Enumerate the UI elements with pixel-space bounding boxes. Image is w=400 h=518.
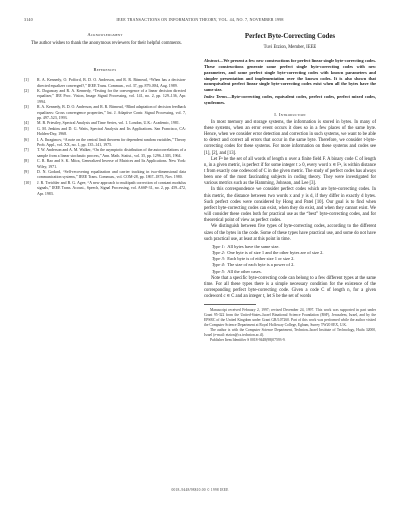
reference-item [24, 180, 186, 196]
reference-number: [10] [24, 179, 31, 185]
footnote-manuscript: Manuscript received February 2, 1997; revised December 24, 1997. This work was supported in part under Grant 95-322 from the United-States–Israel Binational Science Foundation (BSF), Jerusalem, Israel, and by the EPSRC of the United Kingdom under Grant GR/L07260. Part of this work was performed while the author visited the Computer Science Department at Royal Holloway College, Egham, Surrey TW20 0EX, U.K. [204, 307, 376, 327]
code-type-label: Type 3: [212, 256, 226, 262]
reference-number: [8] [24, 158, 29, 164]
index-terms [204, 94, 376, 106]
reference-text: C. R. Rao and S. K. Mitra, Generalized Inverse of Matrices and Its Applications. New York: Wiley, 1971. [37, 158, 186, 169]
paragraph: We distinguish between five types of byte-correcting codes, according to the different sizes of the bytes in the code. Some of these types have practical use, and some do not have such practical use, at least at this point in time. [204, 224, 376, 242]
code-type-text: The size of each byte is a power of 2. [227, 262, 295, 268]
paragraph: Let Fⁿ be the set of all words of length n over a finite field F. A binary code C of length n, in a given metric, is perfect if for some integer t ≥ 0, every word x ∈ Fⁿ, is within distance t from exactly one codeword of C in the given metric. The study of perfect codes has always been one of the most fascinating subjects in coding theory. They were investigated for various metrics such as the Hamming, Johnson, and Lee [3]. [204, 156, 377, 187]
page-number: 3140 [24, 17, 33, 22]
reference-number: [7] [24, 147, 29, 153]
abstract [204, 58, 376, 93]
reference-item [24, 104, 186, 120]
reference-item [24, 169, 186, 180]
reference-list [24, 77, 186, 196]
paragraph: Note that a specific byte-correcting code can belong to a few different types at the same time. For all these types there is a simple necessary condition for the existence of the corresponding perfect byte-correcting code. Given a code C of length n, for a given codeword c ∈ C and an integer t, let S be the set of words [204, 275, 376, 300]
introduction-heading: I. Introduction [274, 111, 306, 117]
reference-text: I. A. Ibragimov, “A note on the central limit theorem for dependent random variables,” Theory Prob. Appl., vol. XX, no. 1, pp. 135–141, 1975. [37, 136, 186, 148]
left-column [24, 32, 186, 343]
reference-item [24, 88, 186, 104]
journal-line: IEEE TRANSACTIONS ON INFORMATION THEORY, VOL. 44, NO. 7, NOVEMBER 1998 [116, 17, 284, 22]
index-terms-label: Index Terms— [204, 94, 232, 100]
acknowledgment-heading: Acknowledgment [87, 32, 123, 37]
reference-number: [4] [24, 120, 29, 126]
acknowledgment-section [24, 32, 186, 47]
reference-number: [2] [24, 87, 29, 93]
reference-text: J. R. Treichler and B. G. Agee, “A new approach to multipath correction of constant modulus signals,” IEEE Trans. Acoust., Speech, Signal Processing, vol. ASSP-31, no. 2, pp. 459–472, Apr. 1983. [37, 179, 186, 196]
paragraph: In this correspondence we consider perfect codes which are byte-correcting codes. In this metric, the distance between two words x and y is d, if they differ in exactly d bytes. Such perfect codes were considered by Hong and Patel [10]. Our goal is to find when perfect byte-correcting codes can exist, when they do exist, and when they cannot exist. We will consider these codes both for practical use as the “best” byte-correcting codes, and for theoretical point of view as perfect codes. [204, 187, 376, 224]
code-type-label: Type 4: [212, 262, 226, 268]
code-type-text: One byte is of size 1 and the other bytes are of size 2. [227, 250, 324, 256]
reference-item [24, 147, 186, 158]
code-type-text: All the other cases. [227, 268, 262, 274]
references-heading: References [93, 67, 117, 73]
references-section [24, 67, 186, 196]
code-type-label: Type 1: [212, 243, 226, 249]
reference-item [24, 126, 186, 137]
reference-text: R. A. Kennedy, B. D. O. Anderson, and R. R. Bitmead, “Blind adaptation of decision feedback equalizers: Gross convergence properties,” Int. J. Adaptive Contr. Signal Processing, vol. 7, pp. 497–523, 1993. [37, 104, 187, 120]
reference-number: [5] [24, 125, 29, 131]
paper-author: Tuvi Etzion, Member, IEEE [263, 45, 317, 50]
reference-text: T. W. Anderson and A. M. Walker, “On the asymptotic distribution of the autocorrelations of a sample from a linear stochastic process,” Ann. Math. Statist., vol. 35, pp. 1296–1303, 1964. [37, 147, 186, 158]
code-type-list [212, 244, 376, 275]
footnote-affiliation: The author is with the Computer Science Department, Technion–Israel Institute of Technology, Haifa 32000, Israel (e-mail: etzion@cs.technion.ac.il). [204, 327, 376, 337]
acknowledgment-text: The author wishes to thank the anonymous reviewers for their helpful comments. [31, 41, 182, 46]
reference-text: R. A. Kennedy, O. Pofford, B. D. O. Anderson, and R. R. Bitmead, “When has a decision-directed equalizer converged?,” IEEE Trans. Commun., vol. 37, pp. 879–884, Aug. 1989. [37, 77, 186, 88]
copyright-line: 0018–9448/98$10.00 © 1998 IEEE [171, 488, 229, 492]
footnote-publisher-id: Publisher Item Identifier S 0018-9448(98)07593-9. [210, 337, 286, 342]
code-type-label: Type 2: [212, 250, 226, 256]
reference-number: [9] [24, 169, 29, 175]
reference-text: K. Dogancay and R. A. Kennedy, “Testing for the convergence of a linear decision directed equalizer,” IEE Proc. Vision, Image Signal Processing, vol. 141, no. 2, pp. 129–136, Apr. 1994. [37, 87, 186, 104]
reference-item [24, 137, 186, 148]
abstract-text: We present a few new constructions for perfect linear single byte-correcting codes. These constructions generate some perfect single byte-correcting codes with new parameters, and some perfect single byte-correcting codes with known parameters and simpler presentation and implementation over the known codes. It is also shown that nonequivalent perfect linear single byte-correcting codes exist when all the bytes have the same size. [204, 58, 376, 93]
reference-item [24, 77, 186, 88]
code-type-text: All bytes have the same size. [227, 243, 280, 249]
reference-text: G. M. Jenkins and D. G. Watts, Spectral Analysis and Its Applications. San Francisco, CA: Holden-Day, 1968. [37, 125, 186, 137]
code-type-label: Type 5: [212, 268, 226, 274]
reference-text: D. N. Godard, “Self-recovering equalization and carrier tracking in two-dimensional data communication systems,” IEEE Trans. Commun., vol. COM-28, pp. 1867–1875, Nov. 1980. [37, 169, 186, 180]
reference-number: [1] [24, 77, 29, 83]
reference-number: [3] [24, 104, 29, 110]
running-head [24, 17, 376, 25]
abstract-label: Abstract— [204, 58, 224, 63]
footnote-rule [204, 304, 256, 305]
paragraph: In most memory and storage systems, the information is stored in bytes. In many of these systems, when an error event occurs it does so in a few places of the same byte. Hence, when we consider error detection and correction in such systems, we want to be able to detect and correct all errors that occur in the same byte. Therefore, we consider t-byte-correcting codes for these systems. For more information on these systems and codes see [1], [2], and [13]. [204, 119, 376, 156]
reference-text: M. B. Priestley, Spectral Analysis and Time Series, vol. 1. London, U.K.: Academic, 1981. [37, 120, 180, 126]
right-column [204, 32, 376, 343]
reference-item [24, 158, 186, 169]
code-type-item [212, 269, 376, 275]
paper-title: Perfect Byte-Correcting Codes [244, 33, 336, 40]
code-type-text: Each byte is of either size 1 or size 2. [227, 256, 295, 262]
index-terms-text: Byte-correcting codes, equivalent codes, perfect codes, perfect mixed codes, syndromes. [204, 94, 377, 105]
two-column-body [24, 32, 376, 343]
reference-number: [6] [24, 136, 29, 142]
